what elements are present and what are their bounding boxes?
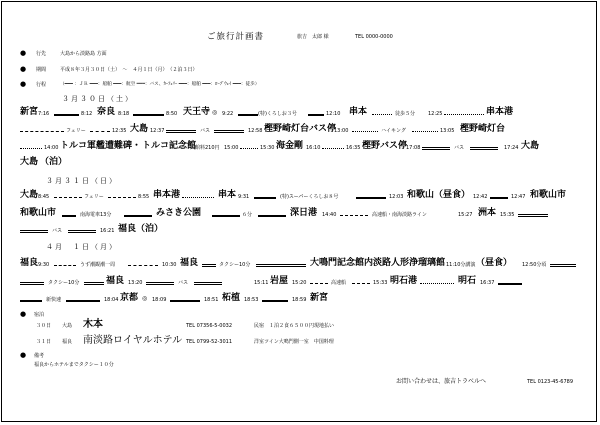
- route-line: [490, 197, 508, 199]
- day3-r2-t5: 16:37: [480, 280, 495, 286]
- lodging-date: ３１日: [36, 339, 52, 345]
- route-line: [128, 265, 158, 266]
- notes-label: 備考: [34, 353, 45, 359]
- route-line: [262, 300, 288, 302]
- day2-r1-t5: 12:42: [473, 194, 488, 200]
- day3-r2-ship: 高速船: [331, 280, 347, 286]
- day2-r1-wakayama: 和歌山（昼食）: [407, 190, 471, 200]
- day3-r3-shingu: 新宮: [310, 293, 329, 303]
- day2-r2-ship: 高速船・南海淡路ライン: [372, 212, 427, 218]
- route-line: [498, 283, 522, 285]
- day2-r2-wakayamashi: 和歌山市: [20, 208, 57, 218]
- day1-r1-t5: 9:22: [222, 111, 234, 117]
- day1-r2-lighthouse: 樫野崎灯台: [460, 124, 506, 134]
- day2-r3-fukura: 福良（泊）: [118, 224, 164, 234]
- day1-r2-t5: 13:05: [440, 128, 455, 134]
- route-line: [54, 197, 82, 198]
- day2-r1-ferry: フェリー: [84, 194, 104, 200]
- route-line: [212, 215, 240, 217]
- day3-r1-t1: 9:30: [38, 262, 50, 268]
- bullet-notes: ●: [20, 351, 27, 359]
- route-label: 行程: [36, 82, 47, 88]
- day2-r2-misaki: みさき公園: [156, 208, 202, 218]
- day2-date: ３月３１日（日）: [46, 177, 118, 185]
- day3-r2-akashiko: 明石港: [390, 276, 418, 286]
- day2-r2-sumoto: 洲本: [478, 208, 497, 218]
- day3-r2-fukura: 福良: [106, 276, 125, 286]
- day1-r3-kashinostop: 樫野バス停: [362, 141, 408, 151]
- day2-r3-bus: バス: [52, 228, 63, 234]
- lodging-place: 大島: [62, 323, 73, 329]
- route-line: [84, 282, 104, 285]
- day1-r3-t2: 15:00: [224, 145, 239, 151]
- day1-r2-bus: バス: [200, 128, 211, 134]
- day3-r2-t2: 15:11: [254, 280, 269, 286]
- route-legend: （━━━ ：ＪＲ ━━━：船舶 ━━━：航空 ═══：バス、ｶｰﾌｪﾘｰ ━━━：船舶 ━━━：ﾛｰﾌﾟｳｪｲ ━━━：徒歩）: [60, 82, 260, 87]
- day2-r2-t2: 15:27: [458, 212, 473, 218]
- day1-r1-mark: ◎: [212, 109, 218, 116]
- route-line: [90, 131, 110, 132]
- route-line: [340, 215, 368, 216]
- route-line: [254, 197, 276, 199]
- route-line: [420, 283, 454, 284]
- day3-r3-mark: ◎: [142, 295, 148, 302]
- lodging-date: ３０日: [36, 323, 52, 329]
- route-line: [68, 230, 96, 233]
- dest-label: 行先: [36, 51, 47, 57]
- lodging-name: 南淡路ロイヤルホテル: [83, 335, 183, 346]
- day3-r3-kyoto: 京都: [120, 293, 139, 303]
- day1-date: ３月３０日（土）: [62, 95, 134, 103]
- route-line: [310, 283, 328, 284]
- day2-r1-t3: 9:31: [238, 194, 250, 200]
- day1-r1-t1: 7:16: [38, 111, 50, 117]
- day2-r1-t4: 12:03: [389, 194, 404, 200]
- day1-r3-oshima: 大島: [521, 141, 540, 151]
- day1-r2-t4: 13:00: [334, 128, 349, 134]
- route-line: [170, 300, 200, 302]
- route-line: [20, 230, 48, 233]
- route-line: [550, 264, 576, 267]
- day1-r3-memorial: トルコ軍艦遭難碑: [60, 141, 133, 151]
- route-line: [182, 197, 214, 198]
- bullet-route: ●: [20, 80, 27, 88]
- day3-r3-t4: 18:53: [244, 297, 259, 303]
- day1-r3-umikongo: 海金剛: [276, 141, 304, 151]
- day3-r3-t3: 18:51: [204, 297, 219, 303]
- day2-r2-t3: 15:35: [500, 212, 515, 218]
- day1-r1-t3: 8:18: [118, 111, 130, 117]
- footer-contact: お問い合わせは、旅吉トラベルへ: [396, 378, 487, 385]
- route-line: [194, 282, 222, 285]
- day2-r2-t1: 14:40: [322, 212, 337, 218]
- lodging-tel: TEL 07356-5-0032: [186, 323, 233, 329]
- bullet-dest: ●: [20, 49, 27, 57]
- day3-r1-naruto: 大鳴門記念館内淡路人形浄瑠璃館: [310, 258, 446, 268]
- route-line: [258, 215, 286, 217]
- day3-r3-rapid: 新快速: [46, 297, 62, 303]
- route-line: [20, 148, 42, 149]
- day2-r2-6min: ６分: [242, 212, 253, 218]
- day3-r3-t1: 18:04: [104, 297, 119, 303]
- day3-r2-taxi: タクシー10分: [48, 280, 80, 286]
- route-line: [54, 265, 76, 266]
- route-line: [322, 148, 344, 149]
- day2-r1-t1: 8:45: [38, 194, 50, 200]
- day1-r1-train: (特)くろしお３号: [258, 111, 297, 117]
- notes-text: 福良からホテルまでタクシー１０分: [34, 362, 114, 368]
- day2-r1-kushimoto: 串本: [218, 190, 237, 200]
- route-line: [422, 147, 450, 150]
- day3-r2-t1: 13:20: [128, 280, 143, 286]
- day1-r2-hiking: ハイキング: [381, 128, 406, 134]
- period-label: 期間: [36, 67, 47, 73]
- day3-r1-cruise: うず潮観潮一周: [80, 262, 116, 268]
- day2-r1-t2: 8:55: [138, 194, 150, 200]
- route-line: [62, 215, 76, 217]
- day2-r1-t6: 12:47: [511, 194, 526, 200]
- day1-r3-t4: 16:10: [306, 145, 321, 151]
- day3-r2-t3: 15:20: [292, 280, 307, 286]
- day2-r2-nankai: 南海電車13分: [80, 212, 112, 218]
- dest-value: 大島から淡路島 方面: [60, 51, 107, 57]
- day3-r1-t2: 10:30: [162, 262, 177, 268]
- route-line: [20, 131, 64, 132]
- day3-r2-iwaya: 岩屋: [270, 276, 289, 286]
- route-line: [356, 197, 386, 199]
- day1-r2-busstop: 樫野崎灯台バス停: [264, 124, 337, 134]
- day2-r1-train: (特)スーパーくろしお８号: [280, 194, 339, 200]
- route-line: [20, 300, 42, 302]
- day1-r1-kushimotoko: 串本港: [486, 107, 514, 117]
- day1-r2-oshima: 大島: [130, 124, 149, 134]
- day3-r1-t3: 12:50分頃: [522, 262, 547, 268]
- route-line: [166, 130, 196, 133]
- day1-r1-tennoji: 天王寺: [183, 107, 211, 117]
- day1-r3-t6: 17:08: [406, 145, 421, 151]
- day1-r1-t2: 8:12: [81, 111, 93, 117]
- route-line: [444, 114, 484, 115]
- day1-r2-t3: 12:58: [248, 128, 263, 134]
- route-line: [352, 283, 370, 284]
- day1-r3-museum: トルコ記念館: [142, 141, 197, 151]
- route-line: [372, 114, 392, 115]
- lodging-name: 木本: [83, 319, 103, 330]
- day2-r1-kushimotoko: 串本港: [153, 190, 181, 200]
- day1-r3-t3: 15:30: [260, 145, 275, 151]
- lodging-price: 民宿 １泊２食６５００円現地払い: [254, 323, 335, 329]
- route-line: [20, 282, 44, 285]
- day2-r2-fuke: 深日港: [290, 208, 318, 218]
- route-line: [66, 300, 100, 302]
- day1-r3-t7: 17:24: [504, 145, 519, 151]
- lodging-place: 福良: [62, 339, 73, 345]
- day1-r3-t1: 14:00: [44, 145, 59, 151]
- route-line: [108, 197, 136, 198]
- day3-r3-t2: 18:09: [152, 297, 167, 303]
- route-line: [412, 131, 438, 132]
- day1-r1-t4: 8:50: [166, 111, 178, 117]
- day3-r1-fukura2: 福良: [180, 258, 199, 268]
- route-line: [308, 114, 324, 116]
- bullet-period: ●: [20, 65, 27, 73]
- day1-r3-fee: 入館料210円: [190, 145, 220, 151]
- day3-r2-t4: 15:33: [373, 280, 388, 286]
- route-line: [256, 264, 306, 267]
- day2-r1-oshima: 大島: [20, 190, 39, 200]
- day3-r1-fukura: 福良: [20, 258, 39, 268]
- footer-tel: TEL 0123-45-6789: [527, 379, 574, 385]
- day2-r1-wakayamashi: 和歌山市: [530, 190, 567, 200]
- route-line: [54, 114, 79, 116]
- route-line: [240, 148, 258, 149]
- day1-r1-t6: 12:10: [326, 111, 341, 117]
- day3-r2-akashi: 明石: [458, 276, 477, 286]
- day1-r2-t2: 12:37: [150, 128, 165, 134]
- day2-r3-t1: 16:21: [100, 228, 115, 234]
- customer-name: 旅吉 太郎 様: [297, 34, 329, 40]
- day3-r1-lunch: （昼食）: [476, 258, 513, 268]
- route-line: [146, 282, 174, 285]
- route-line: [124, 215, 152, 217]
- day1-r3-sep: ・: [132, 141, 142, 151]
- day1-r4-stay: （泊）: [40, 157, 68, 167]
- day1-r3-t5: 16:35: [346, 145, 361, 151]
- day1-r2-ferry: フェリー: [66, 128, 86, 134]
- day1-r1-walk: 徒歩５分: [395, 111, 416, 117]
- day3-date: ４月 １日（月）: [46, 243, 118, 251]
- route-line: [238, 114, 258, 116]
- day1-r3-bus: バス: [454, 145, 465, 151]
- day3-r2-bus: バス: [178, 280, 189, 286]
- lodging-tel: TEL 0799-52-3011: [186, 339, 233, 345]
- bullet-lodging: ●: [20, 310, 27, 318]
- day1-r4-oshima: 大島: [20, 157, 39, 167]
- customer-tel: TEL 0000-0000: [355, 34, 393, 40]
- route-line: [202, 264, 216, 267]
- period-value: 平成８年３月３０日（土） ～ ４月１日（月） （２泊３日）: [60, 67, 198, 73]
- day3-r1-taxi: タクシー10分: [219, 262, 251, 268]
- route-line: [352, 131, 378, 132]
- day3-r1-show: 11:10分講演: [446, 262, 476, 268]
- day3-r3-tsuge: 柘植: [222, 293, 241, 303]
- day1-r1-shingu: 新宮: [20, 107, 39, 117]
- day1-r1-kushimoto: 串本: [349, 107, 368, 117]
- lodging-label: 宿泊: [34, 312, 45, 318]
- route-line: [133, 114, 164, 116]
- route-line: [470, 147, 498, 150]
- day1-r1-nara: 奈良: [97, 107, 116, 117]
- lodging-price: 洋室ツイン大鳴門側一室 中国料理: [254, 339, 334, 345]
- route-line: [518, 214, 548, 217]
- document-title: ご旅行計画書: [207, 32, 265, 42]
- day3-r3-t5: 18:59: [292, 297, 307, 303]
- day1-r2-t1: 12:35: [112, 128, 127, 134]
- day1-r1-t7: 12:25: [428, 111, 443, 117]
- route-line: [214, 130, 244, 133]
